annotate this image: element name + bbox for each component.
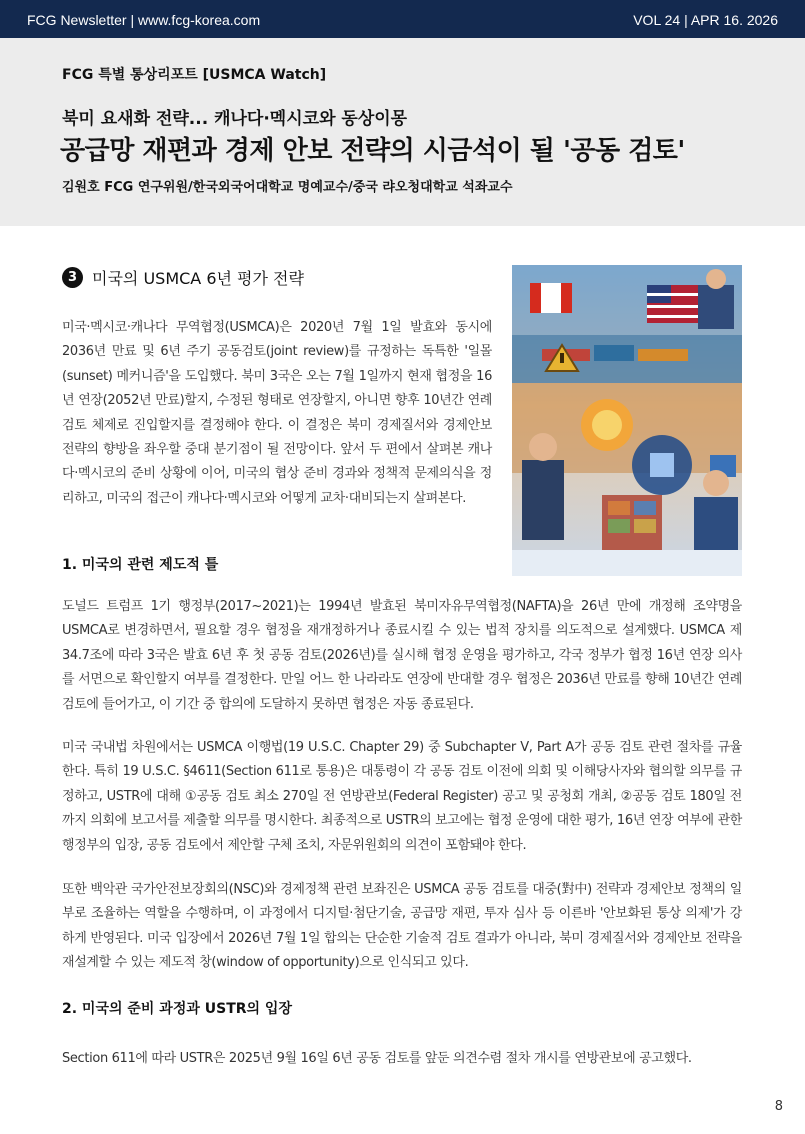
body-paragraph: 또한 백악관 국가안전보장회의(NSC)와 경제정책 관련 보좌진은 USMCA 공동 검토를 대중(對中) 전략과 경제안보 정책의 일부로 조율하는 역할을 수행하며, 이 과정에서 디지털·첨단기술, 공급망 재편, 투자 심사 등 이른바 '안보화된 통상 의제'가 강하게 반영된다. 미국 입장에서 2026년 7월 1일 합의는 단순한 기술적 검토 결과가 아니라, 북미 경제질서와 경제안보 전략을 재설계할 수 있는 제도적 창(window of opportunity)으로 인식되고 있다.	[62, 882, 742, 971]
issue-info: VOL 24 | APR 16. 2026	[633, 12, 778, 28]
body-paragraph: 도널드 트럼프 1기 행정부(2017~2021)는 1994년 발효된 북미자유무역협정(NAFTA)을 26년 만에 개정해 조약명을 USMCA로 변경하면서, 필요할 경우 협정을 재개정하거나 종료시킬 수 있는 법적 장치를 의도적으로 설계했다. USMCA 제34.7조에 따라 3국은 발효 6년 후 첫 공동 검토(2026년)를 실시해 협정 운영을 평가하고, 각국 정부가 협정 16년 연장 의사를 서면으로 확인할지 여부를 결정한다. 만일 어느 한 나라라도 연장에 반대할 경우 협정은 2036년 만료를 향해 10년간 연례 검토에 들어가고, 이 기간 중 합의에 도달하지 못하면 협정은 자동 종료된다.	[62, 599, 742, 712]
subheading-institutional-framework: 1. 미국의 관련 제도적 틀	[62, 557, 219, 573]
report-kicker: FCG 특별 통상리포트 [USMCA Watch]	[62, 67, 327, 83]
section-heading	[62, 266, 304, 289]
article-header	[0, 38, 805, 226]
article-title: 공급망 재편과 경제 안보 전략의 시금석이 될 '공동 검토'	[60, 136, 685, 166]
section-title: 미국의 USMCA 6년 평가 전략	[92, 269, 304, 288]
article-subtitle: 북미 요새화 전략... 캐나다·멕시코와 동상이몽	[62, 109, 408, 129]
subheading-ustr-position: 2. 미국의 준비 과정과 USTR의 입장	[62, 1001, 292, 1017]
newsletter-top-bar	[0, 0, 805, 38]
intro-paragraph: 미국·멕시코·캐나다 무역협정(USMCA)은 2020년 7월 1일 발효와 동시에 2036년 만료 및 6년 주기 공동검토(joint review)를 규정하는 독특한 '일몰(sunset) 메커니즘'을 도입했다. 북미 3국은 오는 7월 1일까지 현재 협정을 16년 연장(2052년 만료)할지, 수정된 형태로 연장할지, 아니면 향후 10년간 연례 검토 체제로 진입할지를 결정해야 한다. 이 결정은 북미 경제질서와 경제안보 전략의 향방을 좌우할 중대 분기점이 될 전망이다. 앞서 두 편에서 살펴본 캐나다·멕시코의 준비 상황에 이어, 미국의 협상 준비 경과와 정책적 문제의식을 정리하고, 미국의 접근이 캐나다·멕시코와 어떻게 교차·대비되는지 살펴본다.	[62, 320, 492, 506]
trade-illustration	[512, 265, 742, 576]
body-paragraph: 미국 국내법 차원에서는 USMCA 이행법(19 U.S.C. Chapter 29) 중 Subchapter V, Part A가 공동 검토 관련 절차를 규율한다. 특히 19 U.S.C. §4611(Section 611로 통용)은 대통령이 각 공동 검토 이전에 의회 및 이해당사자와 협의할 의무를 규정하고, USTR에 대해 ①공동 검토 최소 270일 전 연방관보(Federal Register) 공고 및 공청회 개최, ②공동 검토 180일 전까지 의회에 보고서를 제출할 의무를 명시한다. 최종적으로 USTR의 보고에는 협정 운영에 대한 평가, 16년 연장 여부에 관한 행정부의 입장, 공동 검토에서 제안할 구체 조치, 자문위원회의 의견이 포함돼야 한다.	[62, 740, 742, 853]
page-number: 8	[774, 1099, 783, 1114]
newsletter-site: FCG Newsletter | www.fcg-korea.com	[27, 12, 261, 28]
body-paragraph: Section 611에 따라 USTR은 2025년 9월 16일 6년 공동 검토를 앞둔 의견수렴 절차 개시를 연방관보에 공고했다.	[62, 1051, 692, 1066]
author-byline: 김원호 FCG 연구위원/한국외국어대학교 명예교수/중국 랴오청대학교 석좌교수	[62, 180, 513, 195]
section-number-badge: 3	[62, 267, 83, 288]
